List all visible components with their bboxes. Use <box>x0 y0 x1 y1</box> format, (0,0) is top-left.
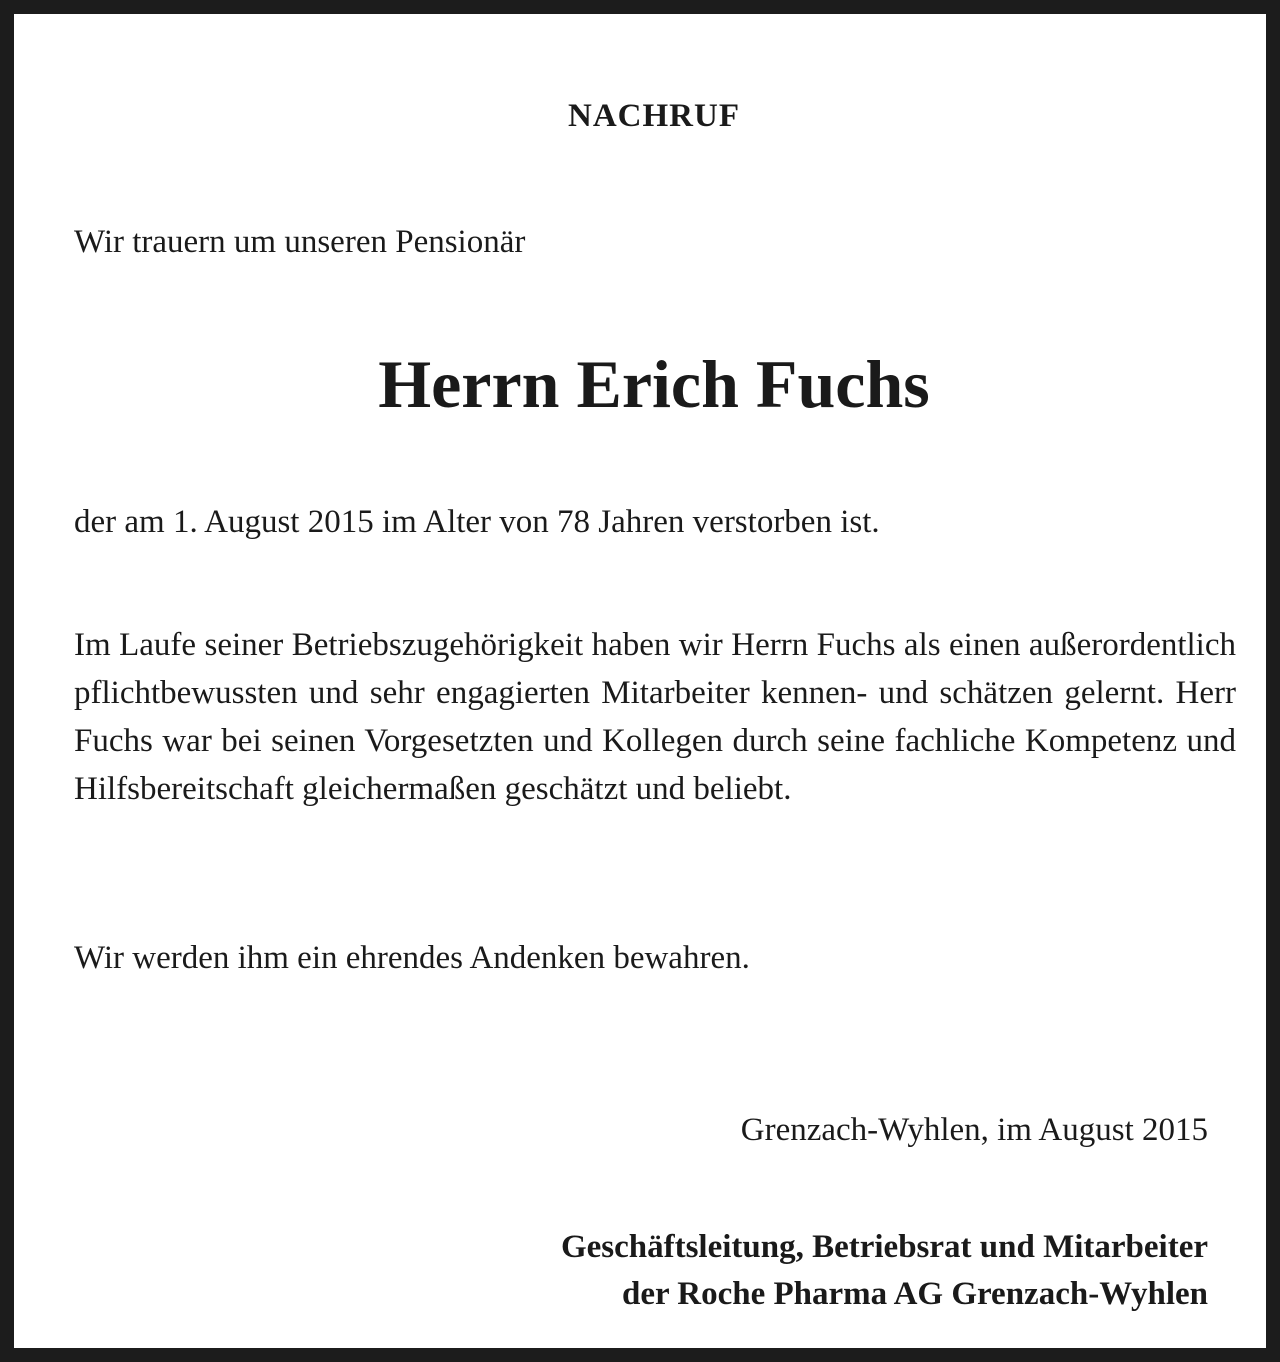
place-date: Grenzach-Wyhlen, im August 2015 <box>740 1112 1208 1148</box>
intro-line: Wir trauern um unseren Pensionär <box>74 224 526 260</box>
signature-line-2: der Roche Pharma AG Grenzach-Wyhlen <box>621 1276 1208 1312</box>
heading: NACHRUF <box>568 98 740 134</box>
closing-line: Wir werden ihm ein ehrendes Andenken bewahren. <box>74 940 750 976</box>
deceased-name: Herrn Erich Fuchs <box>378 346 930 422</box>
signature-block <box>561 1224 1208 1318</box>
signature-line-1: Geschäftsleitung, Betriebsrat und Mitarbeiter <box>560 1229 1208 1265</box>
tribute-paragraph: Im Laufe seiner Betriebszugehörigkeit haben wir Herrn Fuchs als einen außerordentlich pflichtbewussten und sehr engagierten Mitarbeiter kennen- und schätzen gelernt. Herr Fuchs war bei seinen Vorgesetzten und Kollegen durch seine fachliche Kompetenz und Hilfsbereitschaft gleichermaßen geschätzt und beliebt. <box>74 627 1236 807</box>
death-line: der am 1. August 2015 im Alter von 78 Jahren verstorben ist. <box>74 504 880 540</box>
